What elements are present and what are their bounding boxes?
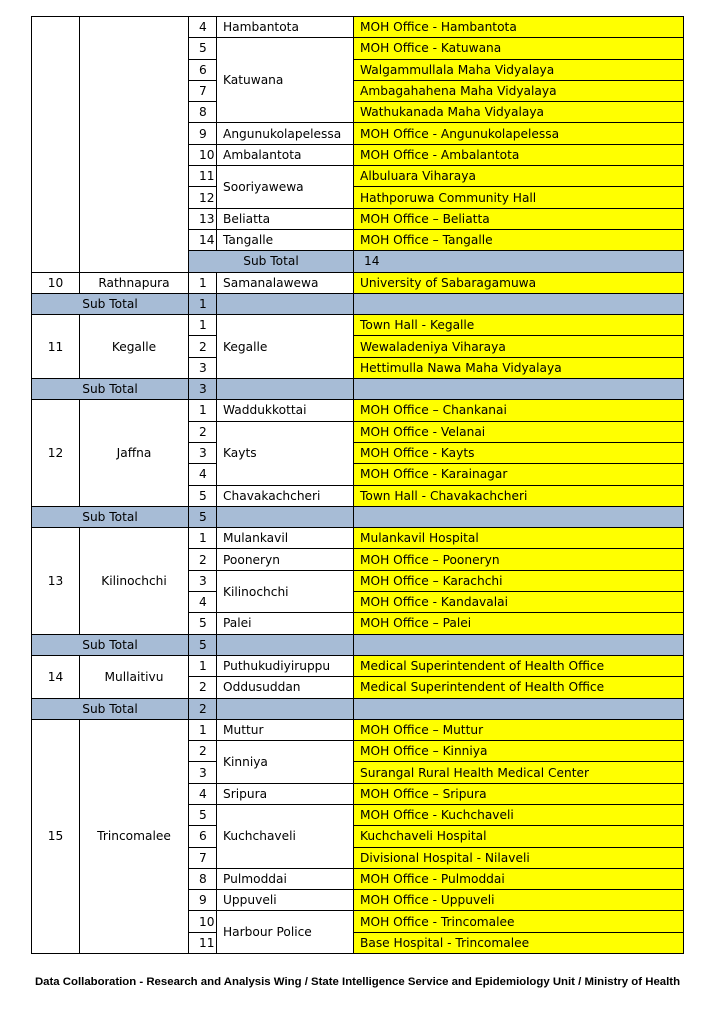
- subtotal-blank: [354, 634, 684, 655]
- moh-area: Tangalle: [217, 229, 354, 250]
- row-number: 4: [189, 592, 217, 613]
- vaccination-centre: Hettimulla Nawa Maha Vidyalaya: [354, 357, 684, 378]
- row-number: 1: [189, 655, 217, 676]
- moh-area: Muttur: [217, 719, 354, 740]
- district-index: 12: [32, 400, 80, 506]
- moh-area: Pulmoddai: [217, 868, 354, 889]
- table-body: [32, 17, 684, 954]
- vaccination-centre: Divisional Hospital - Nilaveli: [354, 847, 684, 868]
- moh-area: Angunukolapelessa: [217, 123, 354, 144]
- vaccination-centre: Walgammullala Maha Vidyalaya: [354, 59, 684, 80]
- vaccination-centre: Surangal Rural Health Medical Center: [354, 762, 684, 783]
- table-row: [32, 17, 684, 38]
- district-index: 14: [32, 655, 80, 698]
- vaccination-centre: MOH Office - Pulmoddai: [354, 868, 684, 889]
- district-name: Rathnapura: [80, 272, 189, 293]
- district-name: Trincomalee: [80, 719, 189, 953]
- row-number: 1: [189, 719, 217, 740]
- vaccination-centre: MOH Office – Kinniya: [354, 741, 684, 762]
- vaccination-centre: MOH Office – Chankanai: [354, 400, 684, 421]
- moh-area: Kayts: [217, 421, 354, 485]
- row-number: 2: [189, 336, 217, 357]
- vaccination-centre: MOH Office - Trincomalee: [354, 911, 684, 932]
- subtotal-row: [32, 634, 684, 655]
- subtotal-label: Sub Total: [32, 379, 189, 400]
- row-number: 1: [189, 528, 217, 549]
- row-number: 12: [189, 187, 217, 208]
- row-number: 11: [189, 166, 217, 187]
- subtotal-value: 2: [189, 698, 217, 719]
- row-number: 6: [189, 59, 217, 80]
- vaccination-centre: MOH Office - Karainagar: [354, 464, 684, 485]
- vaccination-centre: MOH Office – Beliatta: [354, 208, 684, 229]
- subtotal-label: Sub Total: [189, 251, 354, 272]
- vaccination-centre: MOH Office - Kayts: [354, 442, 684, 463]
- row-number: 2: [189, 549, 217, 570]
- district-index: [32, 17, 80, 273]
- vaccination-centre: MOH Office – Karachchi: [354, 570, 684, 591]
- moh-area: Beliatta: [217, 208, 354, 229]
- vaccination-centre: Albuluara Viharaya: [354, 166, 684, 187]
- vaccination-centre: MOH Office - Angunukolapelessa: [354, 123, 684, 144]
- district-index: 13: [32, 528, 80, 634]
- row-number: 5: [189, 485, 217, 506]
- moh-area: Sooriyawewa: [217, 166, 354, 209]
- subtotal-blank: [354, 506, 684, 527]
- subtotal-blank: [217, 634, 354, 655]
- row-number: 2: [189, 677, 217, 698]
- vaccination-centre: Ambagahahena Maha Vidyalaya: [354, 80, 684, 101]
- row-number: 1: [189, 272, 217, 293]
- vaccination-centre: Kuchchaveli Hospital: [354, 826, 684, 847]
- row-number: 1: [189, 400, 217, 421]
- vaccination-centre: MOH Office - Kuchchaveli: [354, 804, 684, 825]
- row-number: 2: [189, 421, 217, 442]
- row-number: 3: [189, 762, 217, 783]
- row-number: 5: [189, 613, 217, 634]
- row-number: 6: [189, 826, 217, 847]
- vaccination-centre: Mulankavil Hospital: [354, 528, 684, 549]
- district-index: 11: [32, 315, 80, 379]
- page-footer: Data Collaboration - Research and Analysis Wing / State Intelligence Service and Epidemiology Unit / Ministry of Health: [34, 976, 681, 988]
- row-number: 11: [189, 932, 217, 953]
- moh-area: Samanalawewa: [217, 272, 354, 293]
- table-row: [32, 400, 684, 421]
- moh-area: Kinniya: [217, 741, 354, 784]
- subtotal-value: 5: [189, 506, 217, 527]
- district-name: Kegalle: [80, 315, 189, 379]
- subtotal-blank: [354, 379, 684, 400]
- subtotal-label: Sub Total: [32, 506, 189, 527]
- vaccination-centre: Medical Superintendent of Health Office: [354, 677, 684, 698]
- moh-area: Kuchchaveli: [217, 804, 354, 868]
- district-name: Mullaitivu: [80, 655, 189, 698]
- vaccination-centre: Town Hall - Chavakachcheri: [354, 485, 684, 506]
- vaccination-centre: Town Hall - Kegalle: [354, 315, 684, 336]
- moh-area: Kilinochchi: [217, 570, 354, 613]
- vaccination-centre: Medical Superintendent of Health Office: [354, 655, 684, 676]
- moh-area: Ambalantota: [217, 144, 354, 165]
- subtotal-row: [32, 293, 684, 314]
- row-number: 4: [189, 17, 217, 38]
- subtotal-label: Sub Total: [32, 698, 189, 719]
- moh-area: Pooneryn: [217, 549, 354, 570]
- row-number: 2: [189, 741, 217, 762]
- row-number: 1: [189, 315, 217, 336]
- subtotal-value: 14: [354, 251, 684, 272]
- row-number: 10: [189, 144, 217, 165]
- moh-area: Oddusuddan: [217, 677, 354, 698]
- subtotal-label: Sub Total: [32, 293, 189, 314]
- table-row: [32, 719, 684, 740]
- row-number: 9: [189, 123, 217, 144]
- vaccination-centre: Wathukanada Maha Vidyalaya: [354, 102, 684, 123]
- row-number: 3: [189, 442, 217, 463]
- vaccination-centre: MOH Office – Palei: [354, 613, 684, 634]
- table-row: [32, 272, 684, 293]
- subtotal-row: [32, 698, 684, 719]
- table-row: [32, 528, 684, 549]
- subtotal-blank: [217, 379, 354, 400]
- moh-area: Palei: [217, 613, 354, 634]
- district-name: [80, 17, 189, 273]
- subtotal-blank: [354, 698, 684, 719]
- vaccination-centre: MOH Office - Kandavalai: [354, 592, 684, 613]
- vaccination-centre: Wewaladeniya Viharaya: [354, 336, 684, 357]
- moh-area: Sripura: [217, 783, 354, 804]
- row-number: 5: [189, 804, 217, 825]
- district-index: 15: [32, 719, 80, 953]
- vaccination-centres-table: [31, 16, 684, 954]
- vaccination-centre: Hathporuwa Community Hall: [354, 187, 684, 208]
- row-number: 3: [189, 357, 217, 378]
- vaccination-centre: MOH Office - Hambantota: [354, 17, 684, 38]
- district-index: 10: [32, 272, 80, 293]
- vaccination-centre: University of Sabaragamuwa: [354, 272, 684, 293]
- row-number: 13: [189, 208, 217, 229]
- row-number: 8: [189, 102, 217, 123]
- row-number: 9: [189, 890, 217, 911]
- moh-area: Mulankavil: [217, 528, 354, 549]
- subtotal-blank: [217, 293, 354, 314]
- subtotal-blank: [354, 293, 684, 314]
- subtotal-row: [32, 379, 684, 400]
- district-name: Jaffna: [80, 400, 189, 506]
- subtotal-blank: [217, 698, 354, 719]
- district-name: Kilinochchi: [80, 528, 189, 634]
- vaccination-centre: Base Hospital - Trincomalee: [354, 932, 684, 953]
- row-number: 14: [189, 229, 217, 250]
- subtotal-value: 3: [189, 379, 217, 400]
- subtotal-row: [32, 506, 684, 527]
- moh-area: Kegalle: [217, 315, 354, 379]
- vaccination-centre: MOH Office - Katuwana: [354, 38, 684, 59]
- moh-area: Hambantota: [217, 17, 354, 38]
- moh-area: Uppuveli: [217, 890, 354, 911]
- subtotal-label: Sub Total: [32, 634, 189, 655]
- subtotal-value: 1: [189, 293, 217, 314]
- row-number: 7: [189, 80, 217, 101]
- vaccination-centre: MOH Office - Ambalantota: [354, 144, 684, 165]
- row-number: 8: [189, 868, 217, 889]
- vaccination-centre: MOH Office – Sripura: [354, 783, 684, 804]
- vaccination-centre: MOH Office – Pooneryn: [354, 549, 684, 570]
- moh-area: Waddukkottai: [217, 400, 354, 421]
- moh-area: Katuwana: [217, 38, 354, 123]
- table-row: [32, 655, 684, 676]
- subtotal-value: 5: [189, 634, 217, 655]
- row-number: 7: [189, 847, 217, 868]
- vaccination-centre: MOH Office – Muttur: [354, 719, 684, 740]
- vaccination-centre: MOH Office - Uppuveli: [354, 890, 684, 911]
- row-number: 3: [189, 570, 217, 591]
- row-number: 4: [189, 783, 217, 804]
- subtotal-blank: [217, 506, 354, 527]
- row-number: 10: [189, 911, 217, 932]
- vaccination-centre: MOH Office – Tangalle: [354, 229, 684, 250]
- row-number: 4: [189, 464, 217, 485]
- moh-area: Puthukudiyiruppu: [217, 655, 354, 676]
- moh-area: Harbour Police: [217, 911, 354, 954]
- moh-area: Chavakachcheri: [217, 485, 354, 506]
- vaccination-centre: MOH Office - Velanai: [354, 421, 684, 442]
- row-number: 5: [189, 38, 217, 59]
- table-row: [32, 315, 684, 336]
